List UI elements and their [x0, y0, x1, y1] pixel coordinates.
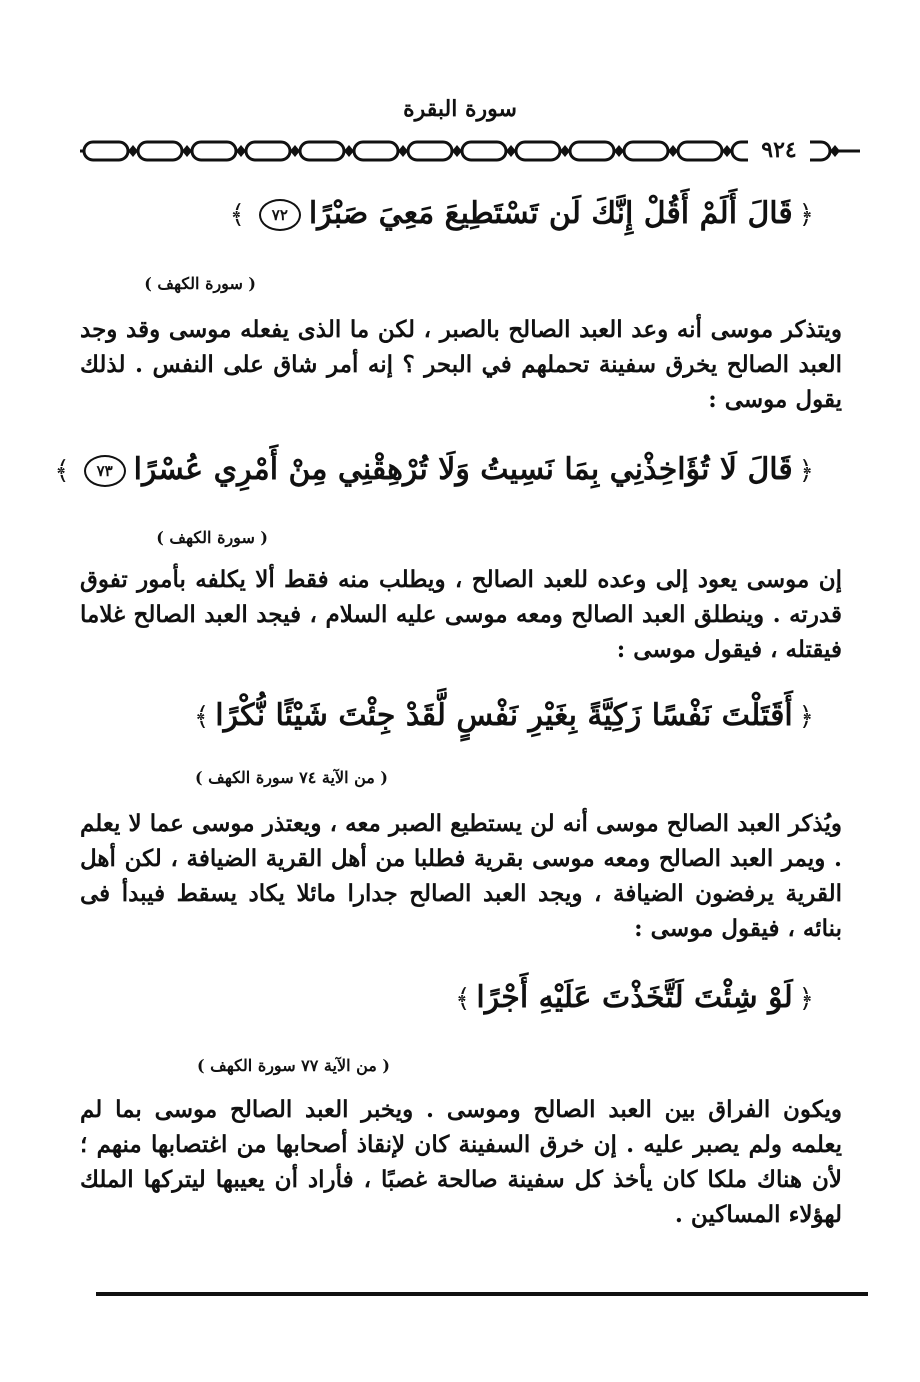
verse-text: قَالَ لَا تُؤَاخِذْنِي بِمَا نَسِيتُ وَلَا تُرْهِقْنِي مِنْ أَمْرِي عُسْرًا: [133, 452, 793, 487]
verse-open-ornament: ﴿: [798, 456, 814, 486]
header-chain-ornament: [80, 134, 860, 168]
ayah-number-badge: ٧٢: [259, 199, 301, 231]
paragraph-3: ويُذكر العبد الصالح موسى أنه لن يستطيع الصبر معه ، ويعتذر موسى عما لا يعلم . ويمر العبد الصالح ومعه موسى بقرية فطلبا من أهل القرية الضيافة ، لكن أهل القرية يرفضون الضيافة ، ويجد العبد الصالح جدارا مائلا يكاد يسقط فيبدأ فى بنائه ، فيقول موسى :: [80, 810, 842, 942]
verse-text: أَقَتَلْتَ نَفْسًا زَكِيَّةً بِغَيْرِ نَفْسٍ لَّقَدْ جِئْتَ شَيْئًا نُّكْرًا: [215, 698, 793, 733]
quran-verse-4: [100, 976, 820, 1021]
verse-close-ornament: ﴾: [455, 984, 471, 1014]
verse-text: قَالَ أَلَمْ أَقُلْ إِنَّكَ لَن تَسْتَطِيعَ مَعِيَ صَبْرًا: [308, 196, 793, 231]
running-title: سورة البقرة: [403, 96, 517, 122]
quran-verse-3: [100, 694, 820, 739]
verse-reference-4: ( من الآية ٧٧ سورة الكهف ): [197, 1056, 390, 1075]
verse-reference-2: ( سورة الكهف ): [156, 528, 268, 547]
verse-reference-3: ( من الآية ٧٤ سورة الكهف ): [195, 768, 388, 787]
quran-verse-2: [54, 448, 820, 493]
verse-open-ornament: ﴿: [798, 200, 814, 230]
verse-close-ornament: ﴾: [54, 456, 70, 486]
quran-verse-1: [100, 192, 820, 237]
paragraph-1: ويتذكر موسى أنه وعد العبد الصالح بالصبر ، لكن ما الذى يفعله موسى وقد وجد العبد الصالح يخرق سفينة تحملهم في البحر ؟ إنه أمر شاق على النفس . لذلك يقول موسى :: [80, 316, 842, 413]
verse-close-ornament: ﴾: [194, 702, 210, 732]
verse-close-ornament: ﴾: [229, 200, 245, 230]
verse-text: لَوْ شِئْتَ لَتَّخَذْتَ عَلَيْهِ أَجْرًا: [476, 980, 793, 1015]
footer-rule: [96, 1292, 868, 1296]
ayah-number-badge: ٧٣: [84, 455, 126, 487]
page-number: ٩٢٤: [748, 134, 810, 166]
paragraph-4: ويكون الفراق بين العبد الصالح وموسى . ويخبر العبد الصالح موسى بما لم يعلمه ولم يصبر عليه . إن خرق السفينة كان لإنقاذ أصحابها من اغتصابها منهم ؛ لأن هناك ملكا كان يأخذ كل سفينة صالحة غصبًا ، فأراد أن يعيبها ليتركها الملك لهؤلاء المساكين .: [80, 1096, 842, 1228]
verse-open-ornament: ﴿: [798, 984, 814, 1014]
paragraph-2: إن موسى يعود إلى وعده للعبد الصالح ، ويطلب منه فقط ألا يكلفه بأمور تفوق قدرته . وينطلق العبد الصالح ومعه موسى عليه السلام ، فيجد العبد الصالح غلاما فيقتله ، فيقول موسى :: [80, 566, 842, 663]
verse-open-ornament: ﴿: [798, 702, 814, 732]
verse-reference-1: ( سورة الكهف ): [144, 274, 256, 293]
